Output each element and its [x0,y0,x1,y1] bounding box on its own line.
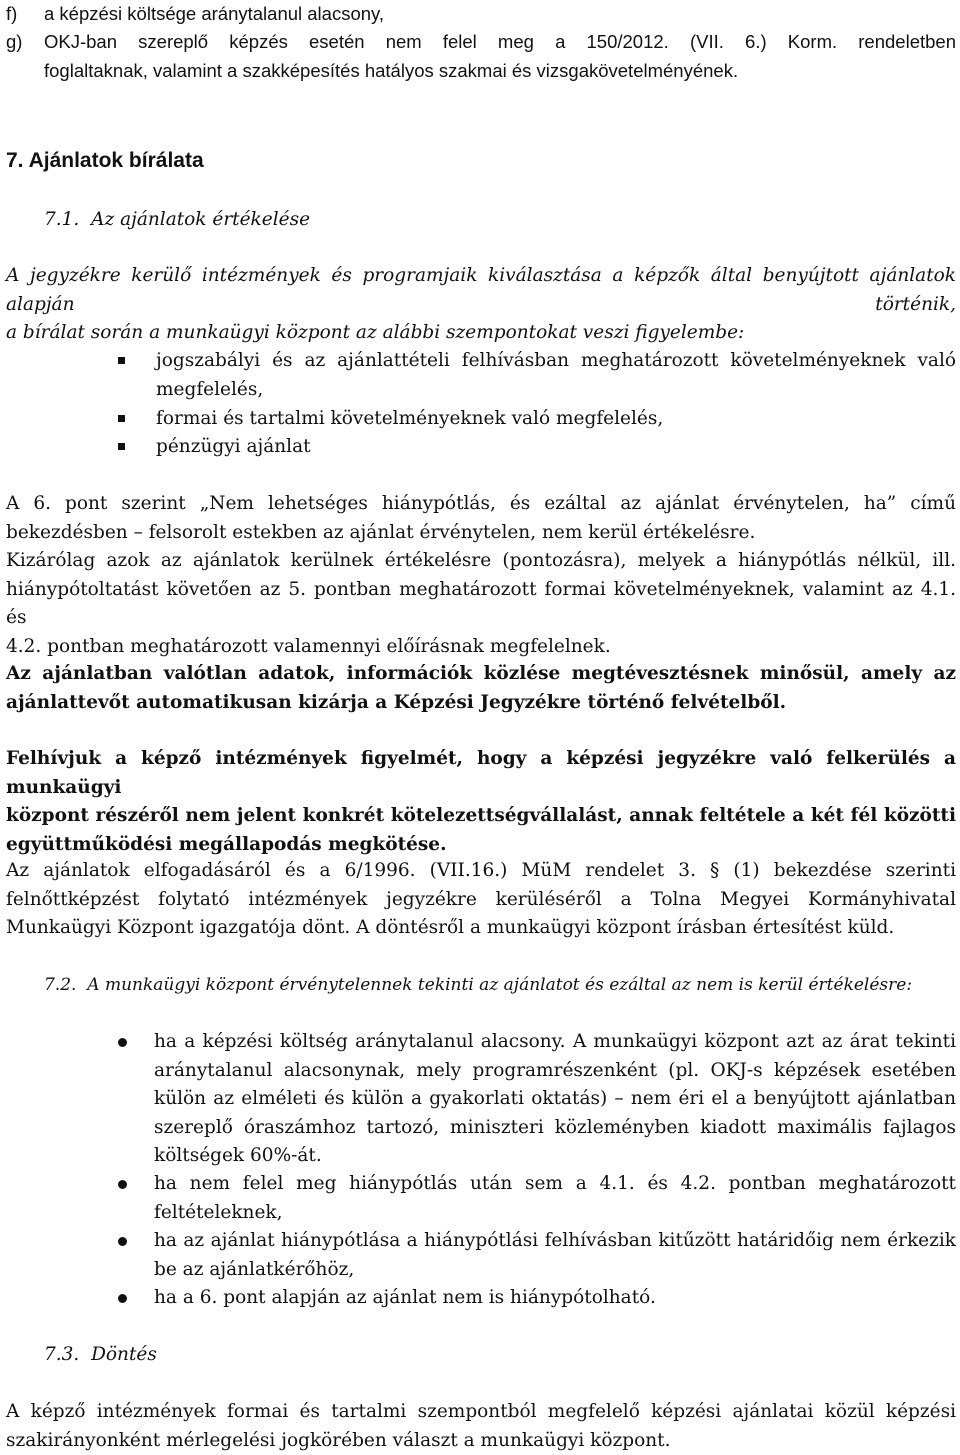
list-marker: f) [6,0,17,29]
text-line: megfelelés, [156,376,956,405]
text-line: költségek 60%-át. [154,1142,956,1171]
bullet-icon [118,1038,127,1047]
subheading-title: Döntés [91,1344,157,1365]
paragraph-a6 [6,490,956,547]
text-line: központ részéről nem jelent konkrét kötelezettségvállalást, annak feltétele a két fél közötti [6,802,956,831]
text-line: 4.2. pontban meghatározott valamennyi előírásnak megfelelnek. [6,633,956,662]
text-line: ha a képzési költség aránytalanul alacsony. A munkaügyi központ azt az árat tekinti [154,1028,956,1057]
subheading-7-1 [44,206,310,234]
subheading-number: 7.3. [44,1344,79,1365]
paragraph-decision [6,857,956,943]
subheading-number: 7.2. [44,975,76,995]
list-marker: g) [6,28,22,57]
subheading-number: 7.1. [44,209,79,230]
list-item-text: foglaltaknak, valamint a szakképesítés hatályos szakmai és vizsgakövetelményének. [44,57,956,86]
bold-notice [6,745,956,859]
text-line: hiánypótoltatást követően az 5. pontban meghatározott formai követelményeknek, valamint az 4.1. és [6,576,956,633]
text-line: pénzügyi ajánlat [156,433,311,462]
text-line: ha az ajánlat hiánypótlása a hiánypótlási felhívásban kitűzött határidőig nem érkezik [154,1227,956,1256]
text-line: ha a 6. pont alapján az ajánlat nem is hiánypótolható. [154,1284,656,1313]
text-line: feltételeknek, [154,1199,956,1228]
subheading-7-2 [44,971,912,999]
paragraph-exclusive [6,547,956,661]
square-bullet-icon [118,357,125,364]
text-line: aránytalanul alacsonynak, mely programrészenként (pl. OKJ-s képzések esetében [154,1057,956,1086]
text-line: Munkaügyi Központ igazgatója dönt. A döntésről a munkaügyi központ írásban értesítést küld. [6,914,956,943]
text-line: külön az elméleti és külön a gyakorlati oktatás) – nem éri el a benyújtott ajánlatban [154,1085,956,1114]
intro-paragraph [6,262,956,348]
final-paragraph [6,1398,956,1455]
bullet-icon [118,1180,127,1189]
text-line: szakirányonként mérlegelési jogkörében választ a munkaügyi központ. [6,1427,956,1455]
text-line: ha nem felel meg hiánypótlás után sem a 4.1. és 4.2. pontban meghatározott [154,1170,956,1199]
text-line: felnőttképzést folytató intézmények jegyzékre kerüléséről a Tolna Megyei Kormányhivatal [6,886,956,915]
list-item-text: OKJ-ban szereplő képzés esetén nem felel meg a 150/2012. (VII. 6.) Korm. rendeletben [44,28,956,57]
square-bullet-icon [118,415,125,422]
section-heading: 7. Ajánlatok bírálata [6,146,204,176]
bullet-icon [118,1294,127,1303]
text-line: ajánlattevőt automatikusan kizárja a Képzési Jegyzékre történő felvételből. [6,689,956,718]
subheading-title: Az ajánlatok értékelése [91,209,310,230]
text-line: Felhívjuk a képző intézmények figyelmét, hogy a képzési jegyzékre való felkerülés a munkaügyi [6,745,956,802]
bold-warning [6,660,956,717]
text-line: formai és tartalmi követelményeknek való megfelelés, [156,405,663,434]
subheading-7-3 [44,1341,157,1369]
bullet-icon [118,1237,127,1246]
text-line: jogszabályi és az ajánlattételi felhívásban meghatározott követelményeknek való [156,347,956,376]
list-item-text: a képzési költsége aránytalanul alacsony, [44,0,384,29]
subheading-title: A munkaügyi központ érvénytelennek tekinti az ajánlatot és ezáltal az nem is kerül értékelésre: [87,975,912,995]
text-line: a bírálat során a munkaügyi központ az alábbi szempontokat veszi figyelembe: [6,319,956,348]
text-line: Kizárólag azok az ajánlatok kerülnek értékelésre (pontozásra), melyek a hiánypótlás nélkül, ill. [6,547,956,576]
text-line: A 6. pont szerint „Nem lehetséges hiánypótlás, és ezáltal az ajánlat érvénytelen, ha” című [6,490,956,519]
text-line: A képző intézmények formai és tartalmi szempontból megfelelő képzési ajánlatai közül képzési [6,1398,956,1427]
text-line: szereplő óraszámhoz tartozó, miniszteri közleményben kiadott maximális fajlagos [154,1114,956,1143]
text-line: Az ajánlatban valótlan adatok, információk közlése megtévesztésnek minősül, amely az [6,660,956,689]
text-line: együttműködési megállapodás megkötése. [6,831,956,860]
text-line: bekezdésben – felsorolt estekben az ajánlat érvénytelen, nem kerül értékelésre. [6,519,956,548]
square-bullet-icon [118,443,125,450]
text-line: Az ajánlatok elfogadásáról és a 6/1996. (VII.16.) MüM rendelet 3. § (1) bekezdése szerinti [6,857,956,886]
text-line: A jegyzékre kerülő intézmények és programjaik kiválasztása a képzők által benyújtott ajánlatok alapján történik, [6,262,956,319]
text-line: be az ajánlatkérőhöz, [154,1256,956,1285]
